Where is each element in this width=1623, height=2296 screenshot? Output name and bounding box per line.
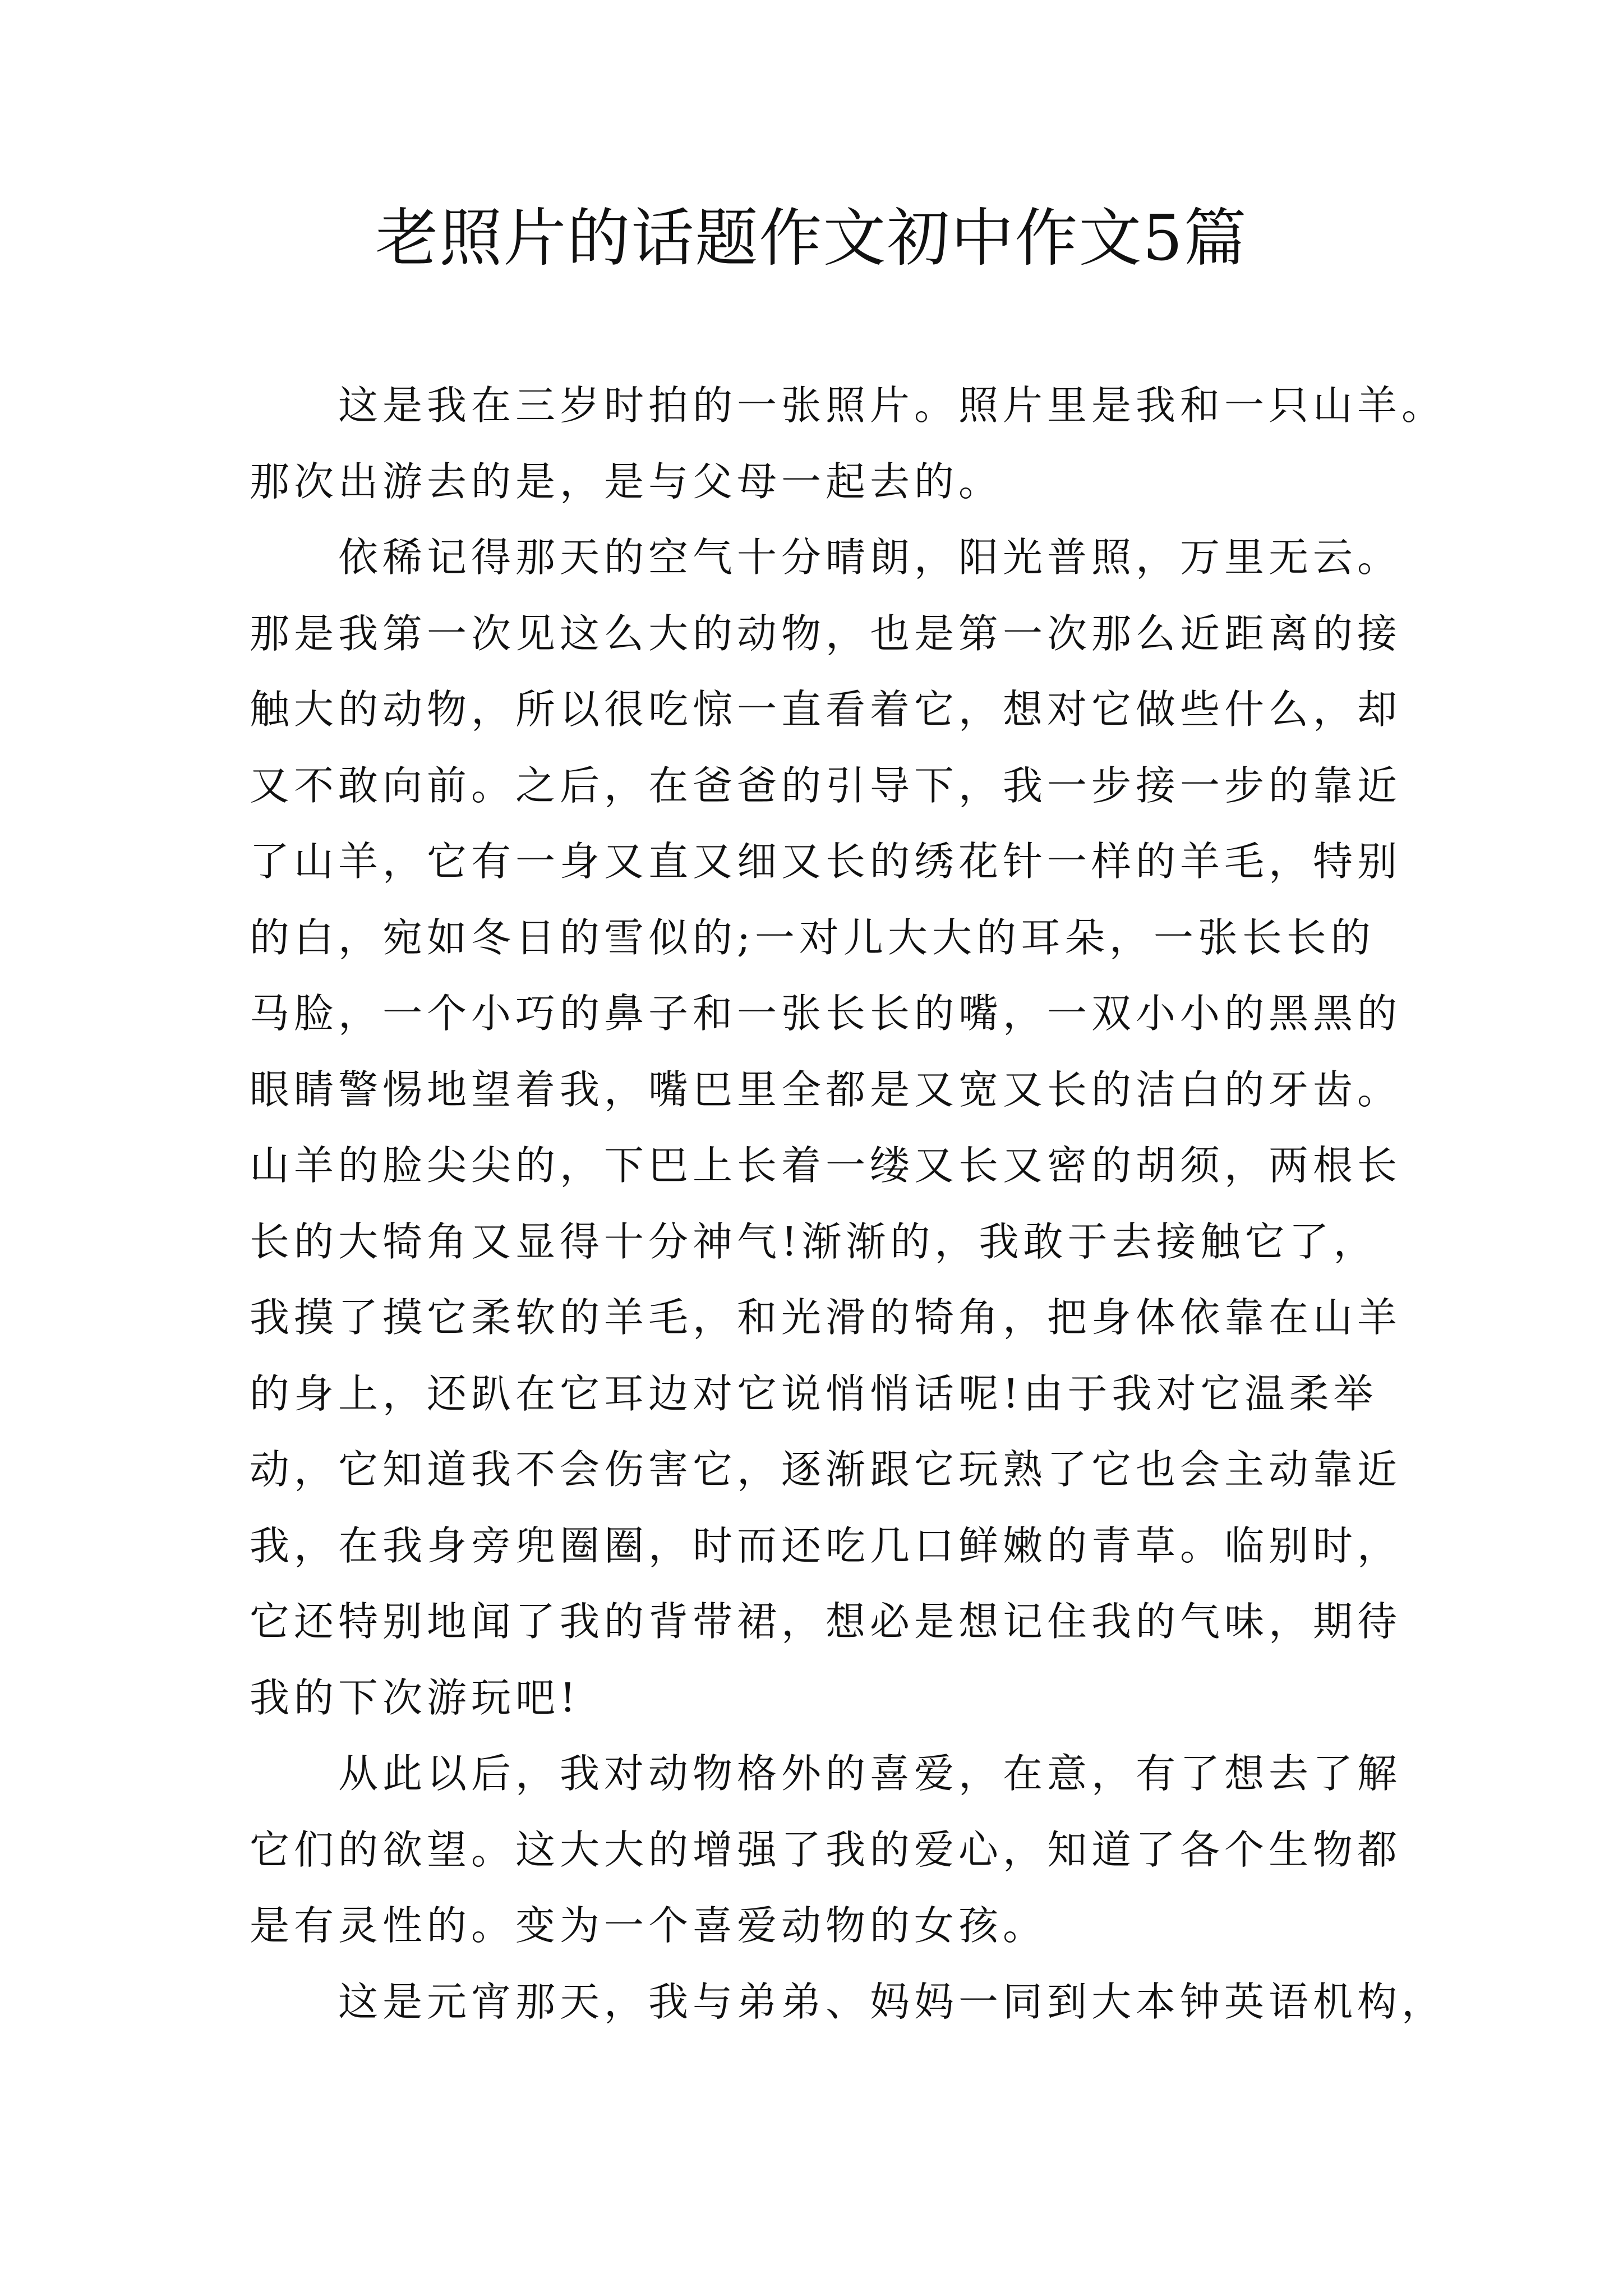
body-line: 这是元宵那天，我与弟弟、妈妈一同到大本钟英语机构， xyxy=(338,1978,1446,2025)
body-line: 眼睛警惕地望着我，嘴巴里全都是又宽又长的洁白的牙齿。 xyxy=(250,1066,1402,1113)
body-line: 的身上，还趴在它耳边对它说悄悄话呢!由于我对它温柔举 xyxy=(250,1370,1378,1417)
body-line: 马脸，一个小巧的鼻子和一张长长的嘴，一双小小的黑黑的 xyxy=(250,990,1402,1037)
body-line: 长的大犄角又显得十分神气!渐渐的，我敢于去接触它了， xyxy=(250,1218,1378,1265)
body-line: 我摸了摸它柔软的羊毛，和光滑的犄角，把身体依靠在山羊 xyxy=(250,1294,1402,1341)
body-line: 那是我第一次见这么大的动物，也是第一次那么近距离的接 xyxy=(250,610,1402,657)
body-line: 是有灵性的。变为一个喜爱动物的女孩。 xyxy=(250,1902,1048,1949)
body-line: 又不敢向前。之后，在爸爸的引导下，我一步接一步的靠近 xyxy=(250,762,1402,809)
document-body xyxy=(250,367,1446,2040)
body-line: 动，它知道我不会伤害它，逐渐跟它玩熟了它也会主动靠近 xyxy=(250,1446,1402,1493)
body-line: 这是我在三岁时拍的一张照片。照片里是我和一只山羊。 xyxy=(338,382,1446,429)
body-line: 我的下次游玩吧! xyxy=(250,1674,580,1721)
body-line: 的白，宛如冬日的雪似的;一对儿大大的耳朵，一张长长的 xyxy=(250,914,1375,961)
body-line: 从此以后，我对动物格外的喜爱，在意，有了想去了解 xyxy=(338,1750,1402,1797)
body-line: 我，在我身旁兜圈圈，时而还吃几口鲜嫩的青草。临别时， xyxy=(250,1522,1402,1569)
body-line: 了山羊，它有一身又直又细又长的绣花针一样的羊毛，特别 xyxy=(250,838,1402,885)
document-title: 老照片的话题作文初中作文5篇 xyxy=(375,202,1248,275)
body-line: 它们的欲望。这大大的增强了我的爱心，知道了各个生物都 xyxy=(250,1826,1402,1873)
body-line: 山羊的脸尖尖的，下巴上长着一缕又长又密的胡须，两根长 xyxy=(250,1142,1402,1189)
body-line: 触大的动物，所以很吃惊一直看着它，想对它做些什么，却 xyxy=(250,686,1402,733)
body-line: 依稀记得那天的空气十分晴朗，阳光普照，万里无云。 xyxy=(338,534,1402,581)
body-line: 它还特别地闻了我的背带裙，想必是想记住我的气味，期待 xyxy=(250,1598,1402,1645)
body-line: 那次出游去的是，是与父母一起去的。 xyxy=(250,458,1003,505)
